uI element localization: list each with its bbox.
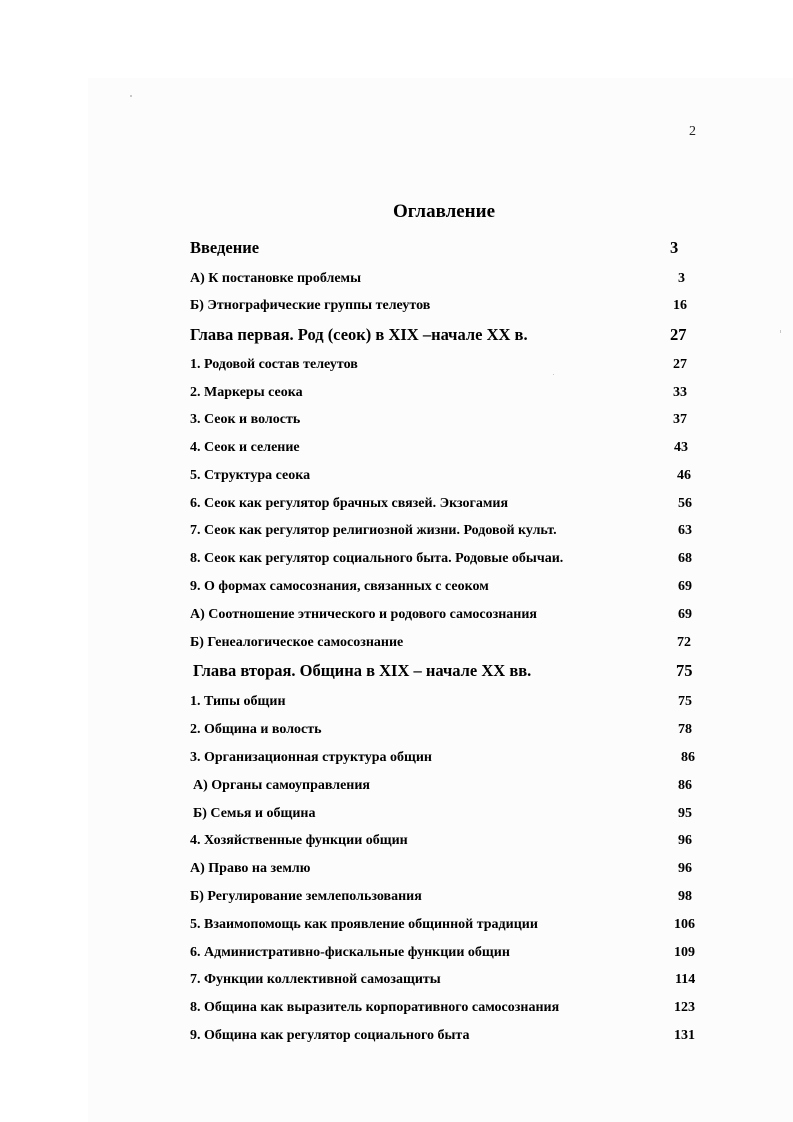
toc-entry-page: 33 — [673, 385, 687, 400]
toc-entry-page: 86 — [681, 750, 695, 765]
toc-entry-label: Б) Генеалогическое самосознание — [190, 635, 404, 650]
toc-entry-label: 8. Община как выразитель корпоративного самосознания — [190, 1000, 560, 1015]
toc-entry-page: 46 — [677, 468, 691, 483]
toc-entry-page: 56 — [678, 496, 692, 511]
toc-entry-label: 6. Сеок как регулятор брачных связей. Экзогамия — [190, 496, 509, 511]
toc-entry-page: 96 — [678, 861, 692, 876]
toc-entry-label: 9. О формах самосознания, связанных с сеоком — [190, 579, 489, 594]
toc-entry-label: 1. Типы общин — [190, 694, 286, 709]
scan-speck — [553, 374, 554, 375]
toc-entry-page: 78 — [678, 722, 692, 737]
toc-title: Оглавление — [392, 201, 496, 222]
toc-entry-label: 6. Административно-фискальные функции общин — [190, 945, 510, 960]
toc-entry-page: 63 — [678, 523, 692, 538]
toc-entry-label: 8. Сеок как регулятор социального быта. Родовые обычаи. — [190, 551, 564, 566]
toc-entry-page: 68 — [678, 551, 692, 566]
toc-entry-page: 75 — [678, 694, 692, 709]
scan-speck — [130, 95, 132, 97]
toc-entry-page: 109 — [674, 945, 695, 960]
toc-entry-page: 75 — [676, 661, 693, 680]
toc-entry-page: 43 — [674, 440, 688, 455]
toc-entry-label: 2. Община и волость — [190, 722, 322, 737]
toc-entry-page: 37 — [673, 412, 687, 427]
toc-entry-label: Б) Этнографические группы телеутов — [190, 298, 431, 313]
toc-entry-label: 1. Родовой состав телеутов — [190, 357, 358, 372]
toc-entry-label: 3. Организационная структура общин — [190, 750, 432, 765]
toc-entry-label: Глава первая. Род (сеок) в XIX –начале XX в. — [190, 325, 528, 344]
toc-entry-label: 7. Функции коллективной самозащиты — [190, 972, 441, 987]
toc-entry-page: 69 — [678, 579, 692, 594]
toc-entry-label: А) Право на землю — [190, 861, 311, 876]
toc-entry-page: 27 — [670, 325, 687, 344]
toc-entry-page: 69 — [678, 607, 692, 622]
toc-entry-page: 3 — [670, 238, 679, 257]
toc-entry-label: 4. Сеок и селение — [190, 440, 300, 455]
toc-entry-label: А) К постановке проблемы — [190, 271, 362, 286]
toc-entry-label: Введение — [190, 238, 260, 257]
toc-entry-page: 86 — [678, 778, 692, 793]
toc-entry-label: 3. Сеок и волость — [190, 412, 301, 427]
toc-entry-label: Б) Регулирование землепользования — [190, 889, 422, 904]
toc-entry-page: 72 — [677, 635, 691, 650]
page-number: 2 — [689, 124, 696, 139]
toc-entry-page: 123 — [674, 1000, 695, 1015]
toc-entry-label: Глава вторая. Община в XIX – начале XX вв. — [193, 661, 532, 680]
toc-entry-page: 114 — [675, 972, 696, 987]
toc-entry-label: 2. Маркеры сеока — [190, 385, 303, 400]
toc-entry-page: 131 — [674, 1028, 695, 1043]
toc-entry-label: 5. Взаимопомощь как проявление общинной традиции — [190, 917, 538, 932]
toc-entry-page: 96 — [678, 833, 692, 848]
toc-entry-label: 9. Община как регулятор социального быта — [190, 1028, 470, 1043]
toc-entry-label: 7. Сеок как регулятор религиозной жизни. Родовой культ. — [190, 523, 557, 538]
toc-entry-page: 106 — [674, 917, 695, 932]
toc-entry-label: А) Соотношение этнического и родового самосознания — [190, 607, 537, 622]
toc-entry-page: 95 — [678, 806, 692, 821]
toc-entry-label: Б) Семья и община — [193, 806, 316, 821]
toc-entry-page: 98 — [678, 889, 692, 904]
toc-entry-label: 4. Хозяйственные функции общин — [190, 833, 408, 848]
toc-entry-page: 3 — [678, 271, 685, 286]
toc-entry-label: А) Органы самоуправления — [193, 778, 371, 793]
toc-entry-page: 27 — [673, 357, 687, 372]
scan-speck — [780, 330, 781, 333]
toc-entry-page: 16 — [673, 298, 687, 313]
toc-entry-label: 5. Структура сеока — [190, 468, 311, 483]
